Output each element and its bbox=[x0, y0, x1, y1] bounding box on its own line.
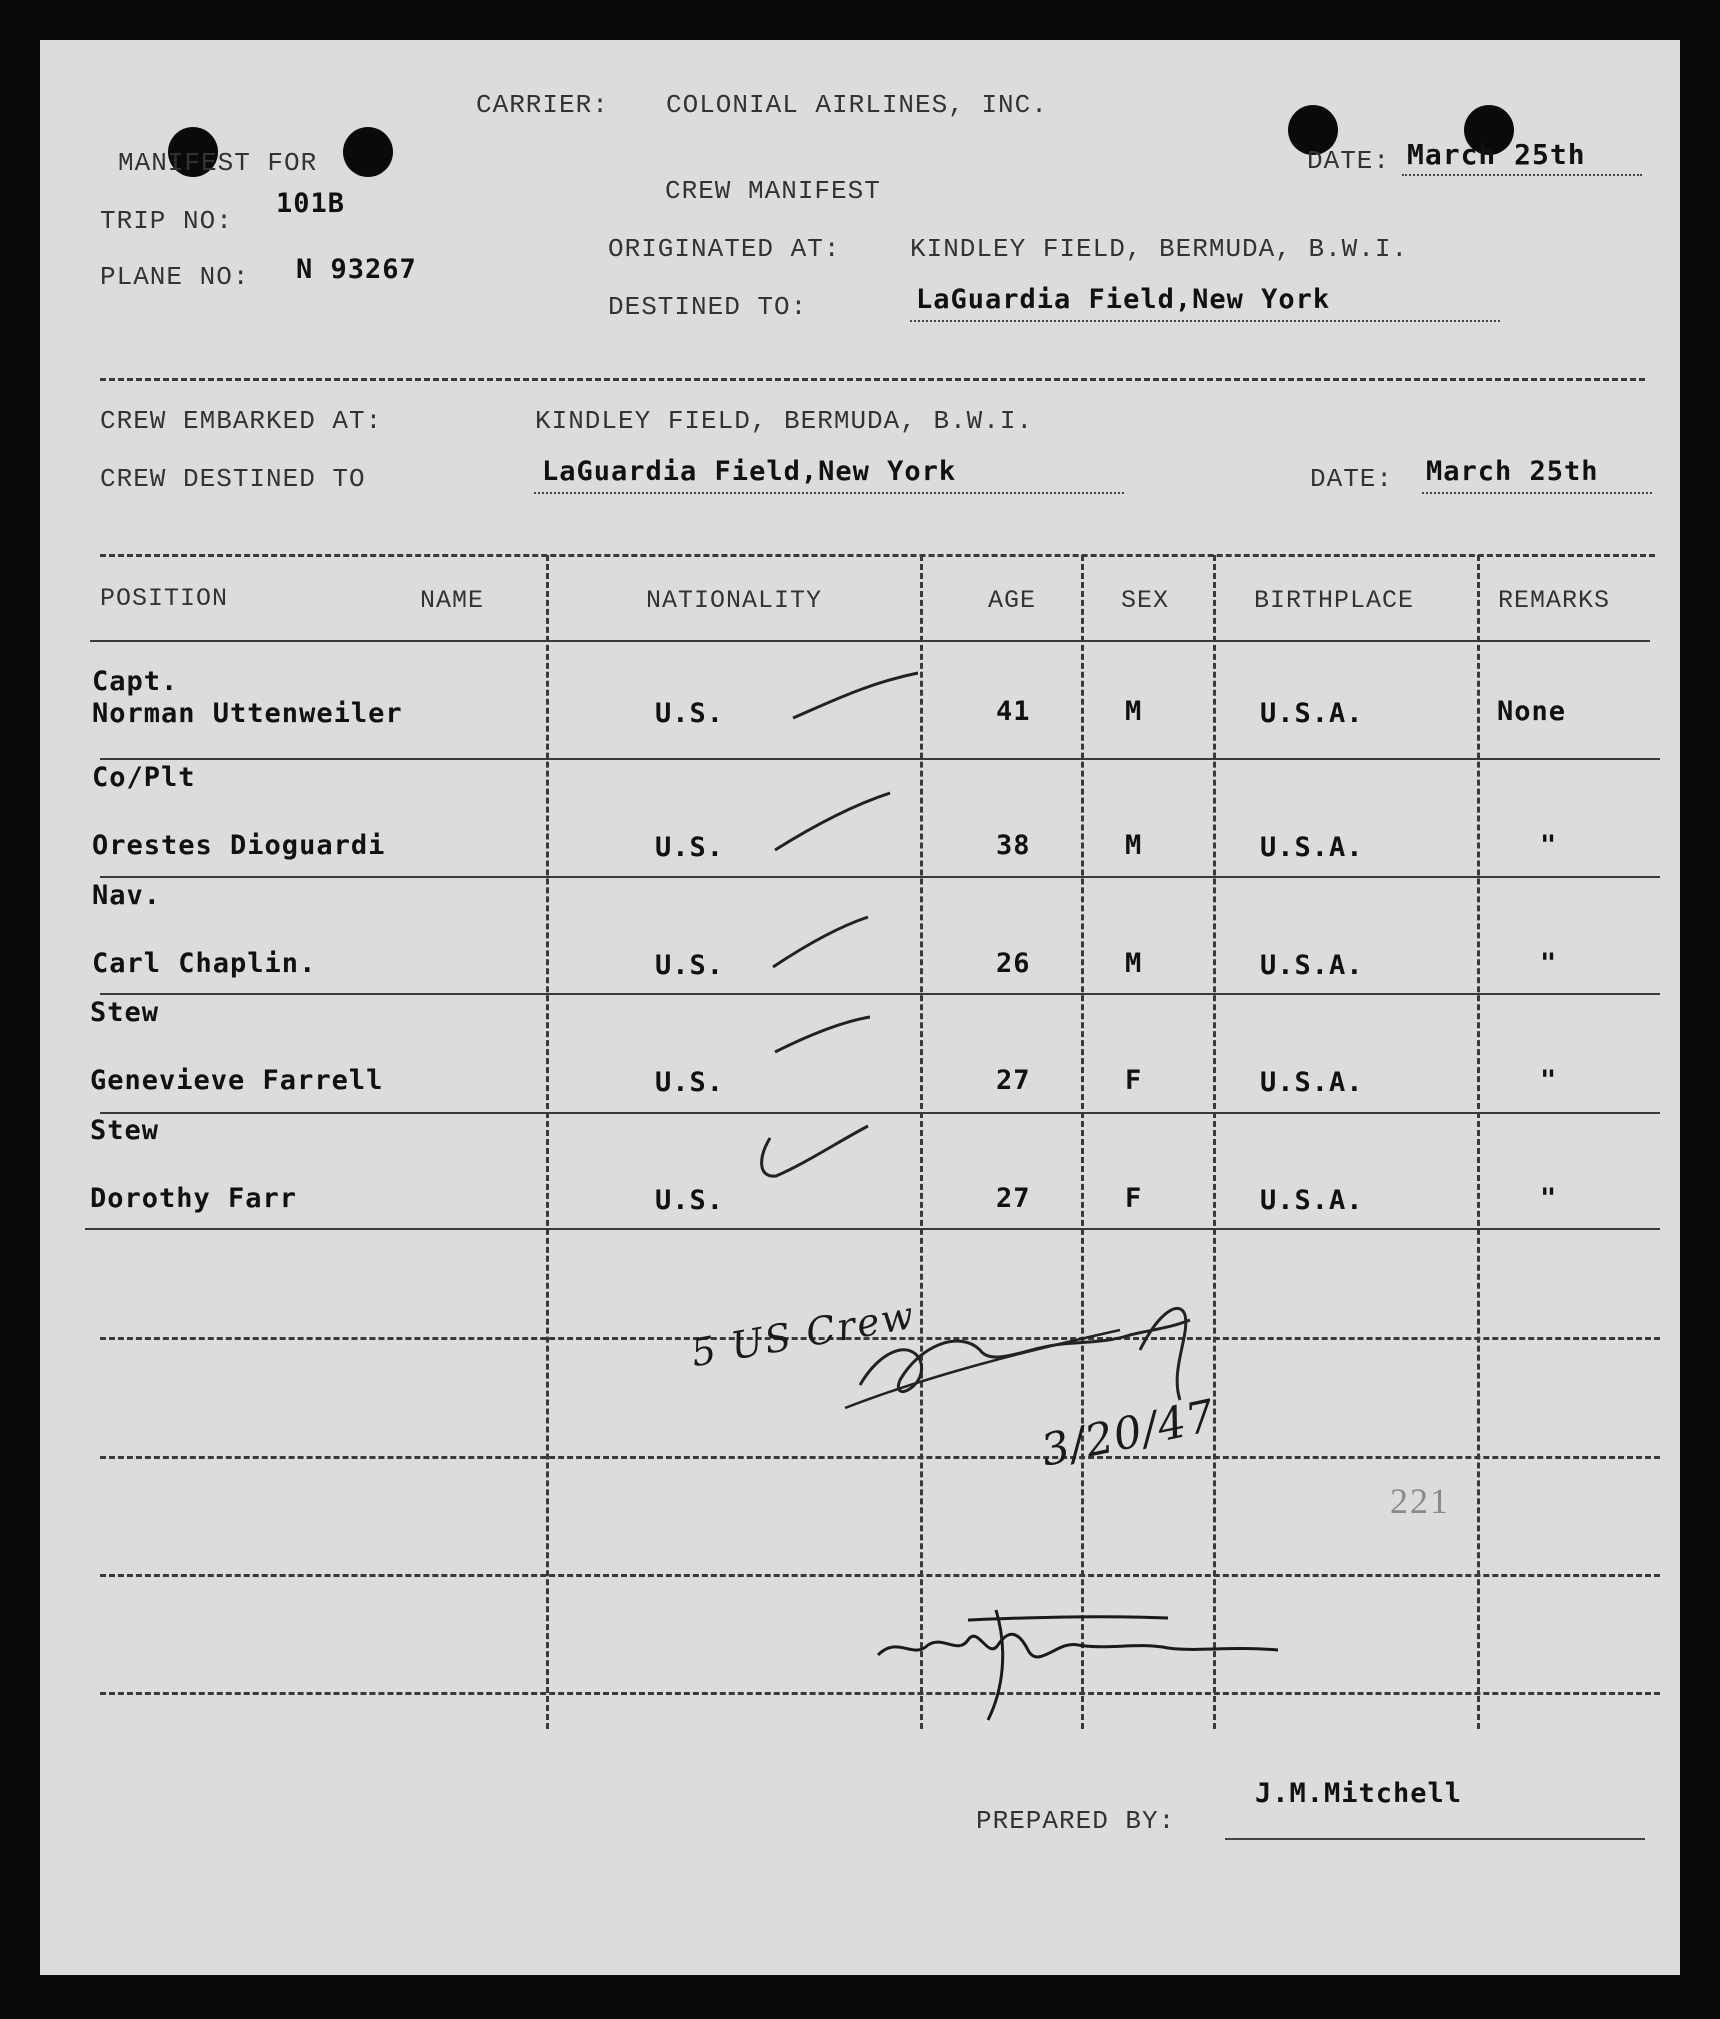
header-date-label: DATE: bbox=[1307, 146, 1391, 176]
header-date-value: March 25th bbox=[1407, 138, 1586, 171]
blank-row-rule bbox=[100, 1456, 1660, 1459]
check-mark bbox=[770, 788, 900, 858]
col-divider bbox=[1081, 555, 1084, 1729]
row-remarks: " bbox=[1540, 948, 1558, 979]
col-header-name: NAME bbox=[420, 586, 485, 615]
row-age: 27 bbox=[996, 1065, 1031, 1096]
row-remarks: " bbox=[1540, 1065, 1558, 1096]
row-birthplace: U.S.A. bbox=[1260, 950, 1364, 981]
row-name: Norman Uttenweiler bbox=[92, 698, 403, 729]
row-age: 38 bbox=[996, 830, 1031, 861]
prepared-by-value: J.M.Mitchell bbox=[1255, 1778, 1463, 1809]
row-age: 27 bbox=[996, 1183, 1031, 1214]
punch-hole bbox=[343, 127, 393, 177]
row-position: Stew bbox=[90, 1115, 160, 1146]
check-mark bbox=[788, 668, 928, 728]
row-remarks: None bbox=[1497, 696, 1567, 727]
row-name: Genevieve Farrell bbox=[90, 1065, 384, 1096]
captain-signature bbox=[868, 1600, 1288, 1740]
originated-value: KINDLEY FIELD, BERMUDA, B.W.I. bbox=[910, 234, 1409, 264]
row-rule bbox=[85, 1228, 1660, 1230]
row-birthplace: U.S.A. bbox=[1260, 832, 1364, 863]
row-age: 41 bbox=[996, 696, 1031, 727]
trip-no-value: 101B bbox=[276, 188, 346, 219]
carrier-value: COLONIAL AIRLINES, INC. bbox=[666, 90, 1048, 120]
table-header-rule bbox=[90, 640, 1650, 642]
crew-embarked-label: CREW EMBARKED AT: bbox=[100, 406, 383, 436]
carrier-label: CARRIER: bbox=[476, 90, 609, 120]
row-nationality: U.S. bbox=[655, 698, 725, 729]
check-mark bbox=[770, 1012, 880, 1062]
row-position: Nav. bbox=[92, 880, 162, 911]
row-rule bbox=[100, 876, 1660, 878]
row-position: Co/Plt bbox=[92, 762, 196, 793]
col-header-nationality: NATIONALITY bbox=[646, 586, 823, 615]
row-name: Orestes Dioguardi bbox=[92, 830, 386, 861]
check-mark bbox=[756, 1118, 876, 1188]
col-divider bbox=[1213, 555, 1216, 1729]
plane-no-value: N 93267 bbox=[296, 254, 417, 285]
row-nationality: U.S. bbox=[655, 1185, 725, 1216]
plane-no-label: PLANE NO: bbox=[100, 262, 250, 292]
check-mark bbox=[768, 912, 878, 977]
row-nationality: U.S. bbox=[655, 1067, 725, 1098]
row-sex: M bbox=[1125, 696, 1143, 727]
row-remarks: " bbox=[1540, 830, 1558, 861]
inspector-signature bbox=[840, 1290, 1260, 1420]
col-header-age: AGE bbox=[988, 586, 1037, 615]
crew-date-label: DATE: bbox=[1310, 464, 1394, 494]
row-name: Dorothy Farr bbox=[90, 1183, 298, 1214]
row-rule bbox=[100, 758, 1660, 760]
col-header-birthplace: BIRTHPLACE bbox=[1254, 586, 1415, 615]
crew-embarked-value: KINDLEY FIELD, BERMUDA, B.W.I. bbox=[535, 406, 1034, 436]
col-header-sex: SEX bbox=[1121, 586, 1170, 615]
row-sex: M bbox=[1125, 948, 1143, 979]
header-date-underline bbox=[1402, 174, 1642, 176]
originated-label: ORIGINATED AT: bbox=[608, 234, 841, 264]
col-divider bbox=[546, 555, 549, 1729]
date-note: 3/20/47 bbox=[1036, 1390, 1220, 1477]
row-rule bbox=[100, 1112, 1660, 1114]
row-birthplace: U.S.A. bbox=[1260, 1067, 1364, 1098]
row-position: Stew bbox=[90, 997, 160, 1028]
crew-date-value: March 25th bbox=[1426, 456, 1599, 487]
row-sex: F bbox=[1125, 1183, 1143, 1214]
destined-value: LaGuardia Field,New York bbox=[916, 284, 1331, 315]
crew-count-note: 5 US Crew bbox=[687, 1292, 919, 1376]
header-divider bbox=[100, 378, 1645, 381]
row-name: Carl Chaplin. bbox=[92, 948, 317, 979]
col-header-position: POSITION bbox=[100, 584, 229, 613]
table-top-rule bbox=[100, 554, 1655, 557]
crew-destined-label: CREW DESTINED TO bbox=[100, 464, 366, 494]
col-divider bbox=[920, 555, 923, 1729]
col-divider bbox=[1477, 555, 1480, 1729]
row-remarks: " bbox=[1540, 1183, 1558, 1214]
manifest-page bbox=[40, 40, 1680, 1975]
form-title: CREW MANIFEST bbox=[665, 176, 881, 206]
blank-row-rule bbox=[100, 1574, 1660, 1577]
destined-underline bbox=[910, 320, 1500, 322]
destined-label: DESTINED TO: bbox=[608, 292, 808, 322]
trip-no-label: TRIP NO: bbox=[100, 206, 233, 236]
row-sex: F bbox=[1125, 1065, 1143, 1096]
stamp-number: 221 bbox=[1390, 1481, 1450, 1521]
row-birthplace: U.S.A. bbox=[1260, 1185, 1364, 1216]
crew-destined-value: LaGuardia Field,New York bbox=[542, 456, 957, 487]
prepared-by-underline bbox=[1225, 1838, 1645, 1840]
manifest-for-label: MANIFEST FOR bbox=[118, 148, 318, 178]
row-rule bbox=[100, 993, 1660, 995]
row-nationality: U.S. bbox=[655, 950, 725, 981]
col-header-remarks: REMARKS bbox=[1498, 586, 1611, 615]
row-age: 26 bbox=[996, 948, 1031, 979]
row-birthplace: U.S.A. bbox=[1260, 698, 1364, 729]
row-position: Capt. bbox=[92, 666, 179, 697]
crew-destined-underline bbox=[534, 492, 1124, 494]
row-nationality: U.S. bbox=[655, 832, 725, 863]
prepared-by-label: PREPARED BY: bbox=[976, 1806, 1176, 1836]
row-sex: M bbox=[1125, 830, 1143, 861]
crew-date-underline bbox=[1422, 492, 1652, 494]
